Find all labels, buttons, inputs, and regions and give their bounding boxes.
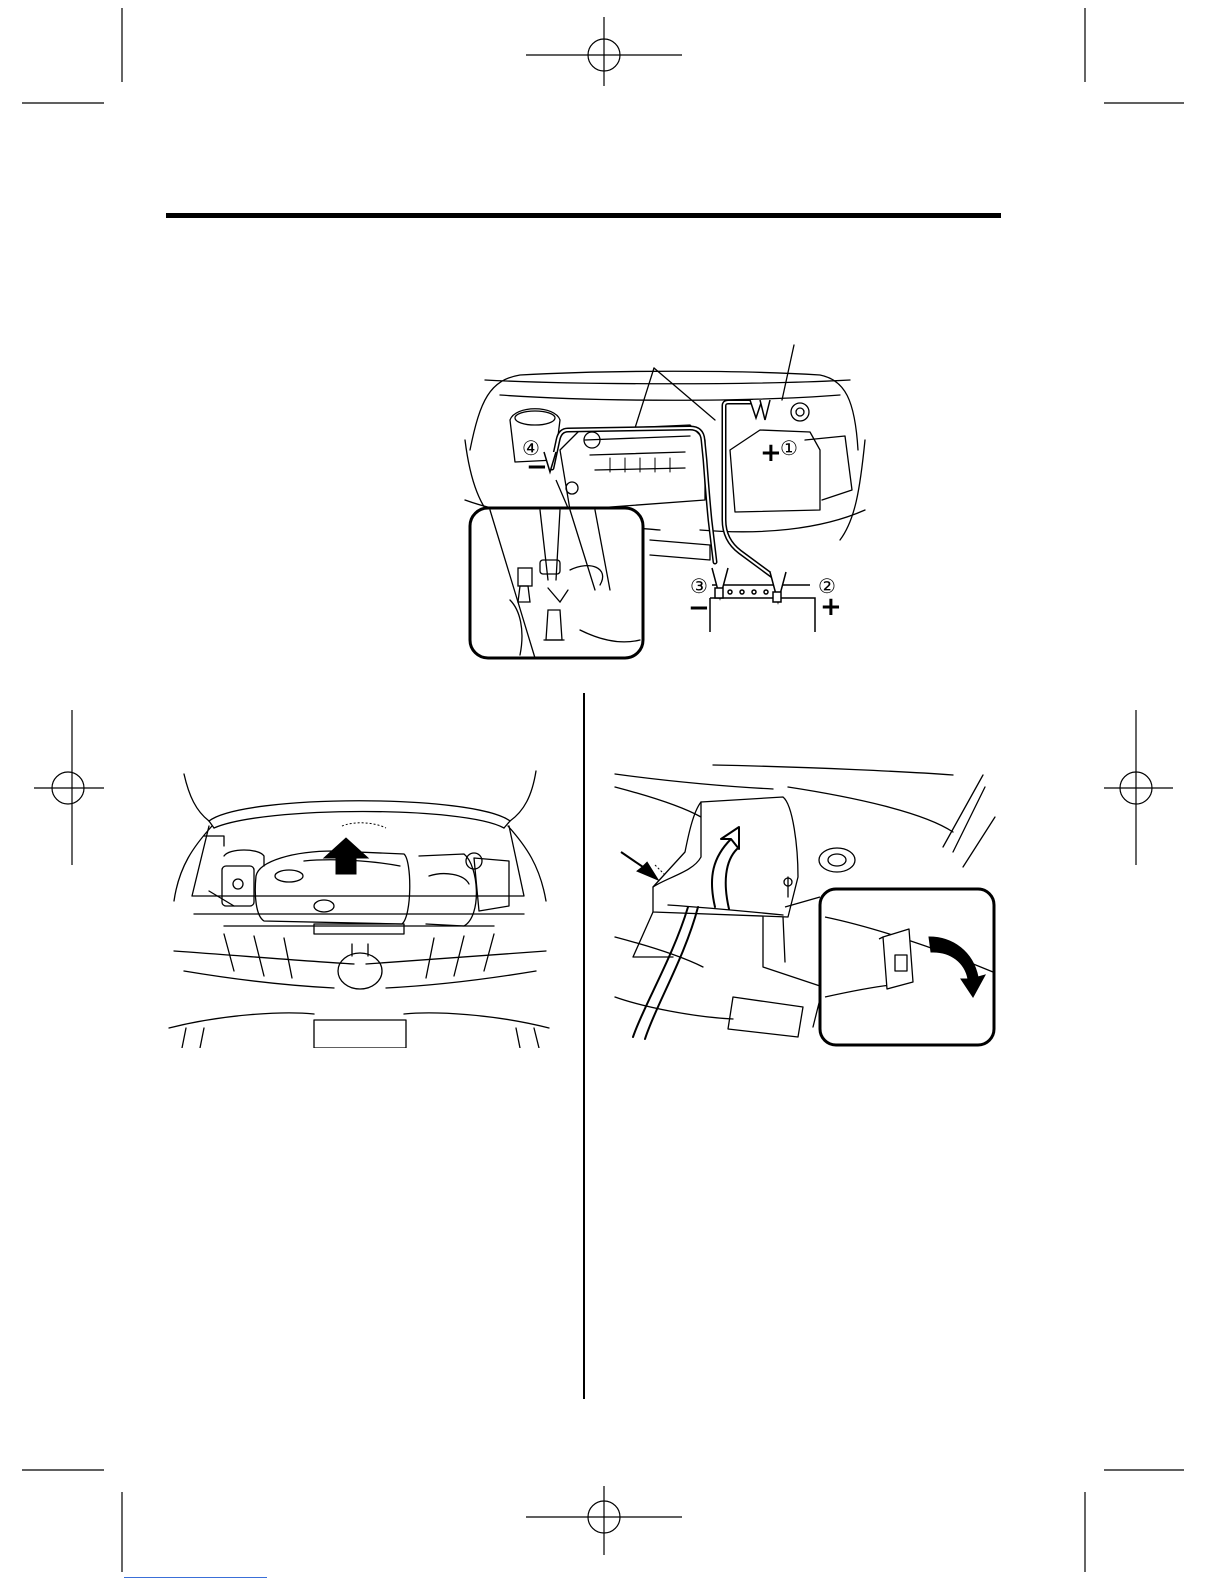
column-divider: [583, 693, 585, 1399]
callout-step-3: ③: [690, 574, 708, 598]
callout-minus-booster: −: [688, 593, 710, 623]
callout-minus-vehicle: −: [526, 452, 548, 482]
callout-step-1: ①: [780, 436, 798, 460]
engine-cover-figure: [164, 766, 556, 1048]
footer-link-underline: [124, 1577, 267, 1578]
callout-plus-vehicle: +: [760, 438, 782, 468]
battery-cover-illustration: [613, 757, 998, 1050]
battery-cover-figure: [613, 757, 998, 1050]
engine-cover-illustration: [164, 766, 556, 1048]
callout-plus-booster: +: [820, 592, 842, 622]
registration-target-left: [34, 710, 104, 865]
jump-start-illustration: [460, 340, 870, 666]
jump-start-figure: [460, 340, 870, 666]
callout-step-4: ④: [522, 436, 540, 460]
section-heading-rule: [166, 213, 1001, 218]
registration-target-bottom: [526, 1486, 682, 1555]
registration-target-top: [526, 17, 682, 86]
callout-step-2: ②: [818, 574, 836, 598]
registration-target-right: [1104, 710, 1173, 865]
